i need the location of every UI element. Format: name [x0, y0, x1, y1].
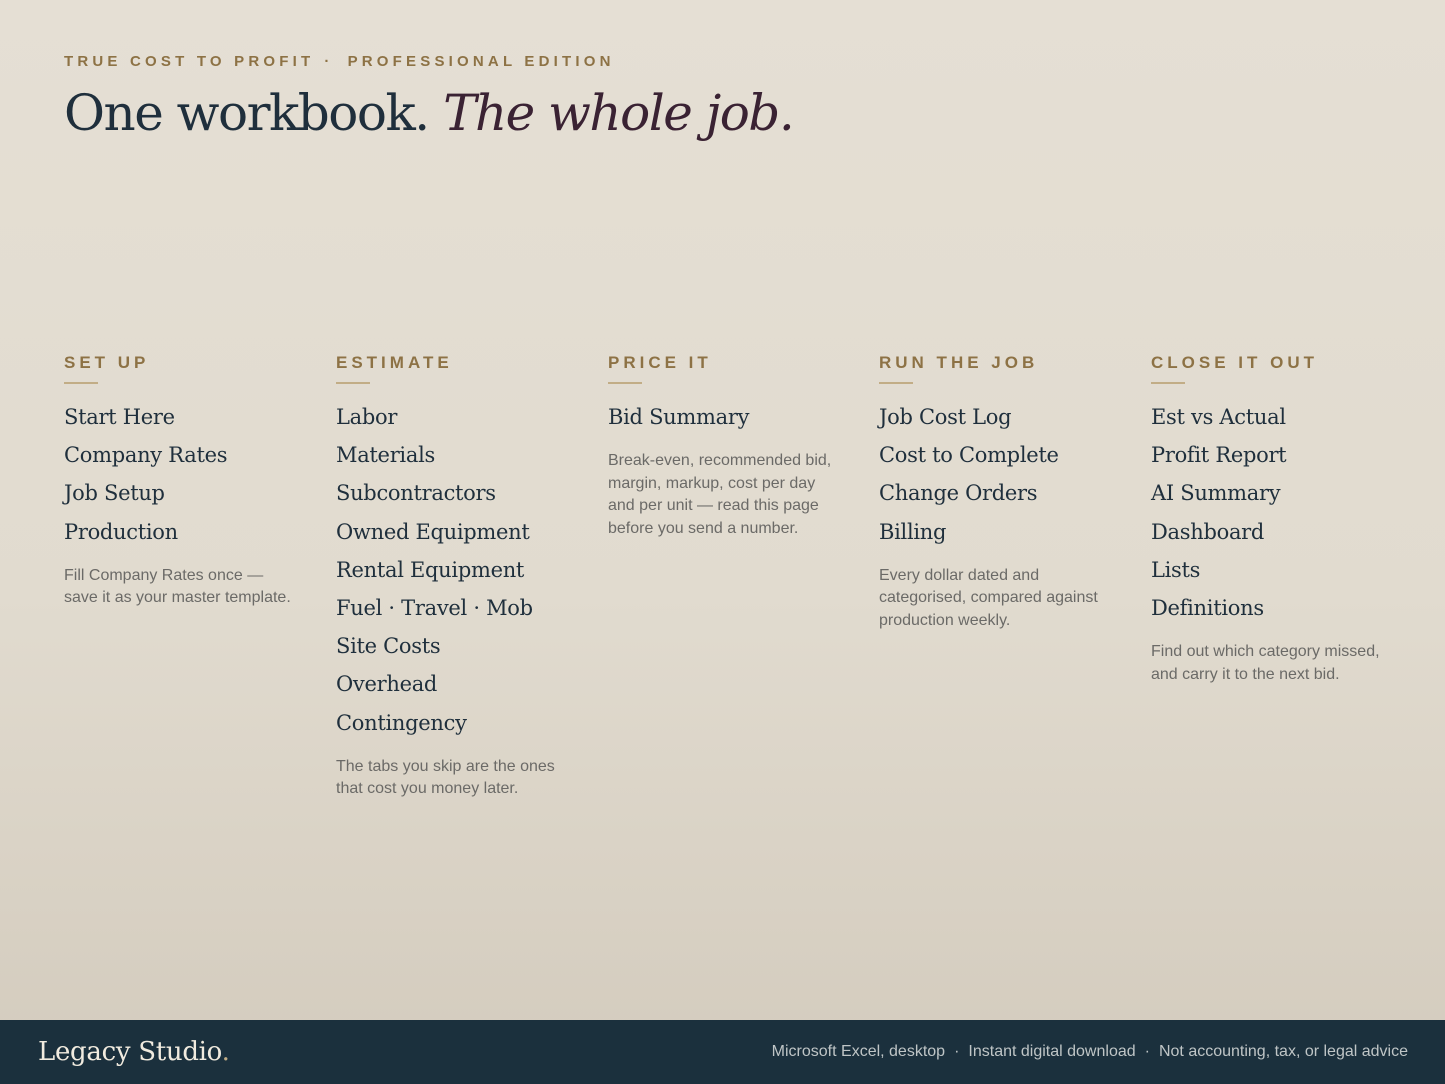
tab-owned-equipment: Owned Equipment: [336, 519, 530, 544]
tab-contingency: Contingency: [336, 710, 467, 735]
meta-separator: ·: [1144, 1043, 1150, 1060]
tab-subcontractors: Subcontractors: [336, 481, 496, 506]
section-rule: [336, 382, 370, 384]
section-rule: [1151, 382, 1185, 384]
section-estimate: [336, 352, 576, 801]
tab-fuel-travel-mob: Fuel · Travel · Mob: [336, 596, 533, 621]
section-rule: [64, 382, 98, 384]
eyebrow-edition: PROFESSIONAL EDITION: [347, 53, 615, 70]
section-title: SET UP: [64, 353, 150, 372]
meta-disclaimer: Not accounting, tax, or legal advice: [1158, 1043, 1408, 1060]
tab-company-rates: Company Rates: [64, 443, 228, 468]
section-rule: [879, 382, 913, 384]
brand-name: Legacy Studio: [38, 1037, 222, 1067]
section-close-it-out: [1151, 352, 1391, 686]
tab-billing: Billing: [879, 519, 947, 544]
section-title: ESTIMATE: [336, 353, 453, 372]
tab-production: Production: [64, 519, 178, 544]
tab-rental-equipment: Rental Equipment: [336, 557, 525, 582]
tab-definitions: Definitions: [1151, 596, 1264, 621]
eyebrow: [64, 53, 615, 70]
meta-delivery: Instant digital download: [968, 1043, 1136, 1060]
tab-start-here: Start Here: [64, 405, 175, 429]
tab-dashboard: Dashboard: [1151, 519, 1265, 544]
tab-overhead: Overhead: [336, 672, 438, 697]
tab-cost-to-complete: Cost to Complete: [879, 443, 1059, 468]
tab-ai-summary: AI Summary: [1151, 481, 1281, 506]
tab-job-setup: Job Setup: [64, 481, 165, 506]
section-note: Every dollar dated and categorised, compared against production weekly.: [879, 566, 1098, 629]
page-title: [64, 80, 793, 146]
brand-logo: [38, 1034, 230, 1070]
tab-bid-summary: Bid Summary: [608, 405, 750, 429]
tab-change-orders: Change Orders: [879, 481, 1038, 506]
tab-materials: Materials: [336, 443, 435, 468]
meta-separator: ·: [954, 1043, 960, 1060]
tab-est-vs-actual: Est vs Actual: [1151, 405, 1286, 429]
page-title-plain: One workbook.: [64, 84, 429, 142]
tab-job-cost-log: Job Cost Log: [879, 405, 1012, 429]
eyebrow-product: TRUE COST TO PROFIT: [64, 53, 315, 70]
section-title: PRICE IT: [608, 353, 712, 372]
section-rule: [608, 382, 642, 384]
footer-bar: [0, 1020, 1445, 1084]
tab-lists: Lists: [1151, 557, 1201, 582]
section-title: CLOSE IT OUT: [1151, 353, 1318, 372]
brand-dot: .: [221, 1037, 230, 1067]
tab-site-costs: Site Costs: [336, 634, 441, 659]
section-title: RUN THE JOB: [879, 353, 1039, 372]
section-run-the-job: [879, 352, 1119, 632]
section-note: The tabs you skip are the ones that cost you money later.: [336, 757, 555, 798]
section-note: Find out which category missed, and carry it to the next bid.: [1151, 643, 1380, 683]
tab-profit-report: Profit Report: [1151, 443, 1287, 468]
eyebrow-separator: ·: [324, 53, 334, 70]
page-title-italic: The whole job.: [443, 84, 794, 142]
section-note: Fill Company Rates once — save it as your master template.: [64, 566, 291, 607]
section-set-up: [64, 352, 304, 610]
footer-meta: [772, 1041, 1408, 1063]
section-price-it: [608, 352, 848, 540]
meta-platform: Microsoft Excel, desktop: [771, 1043, 946, 1060]
tab-labor: Labor: [336, 405, 398, 429]
section-note: Break-even, recommended bid, margin, markup, cost per day and per unit — read this page before you send a number.: [608, 452, 832, 537]
